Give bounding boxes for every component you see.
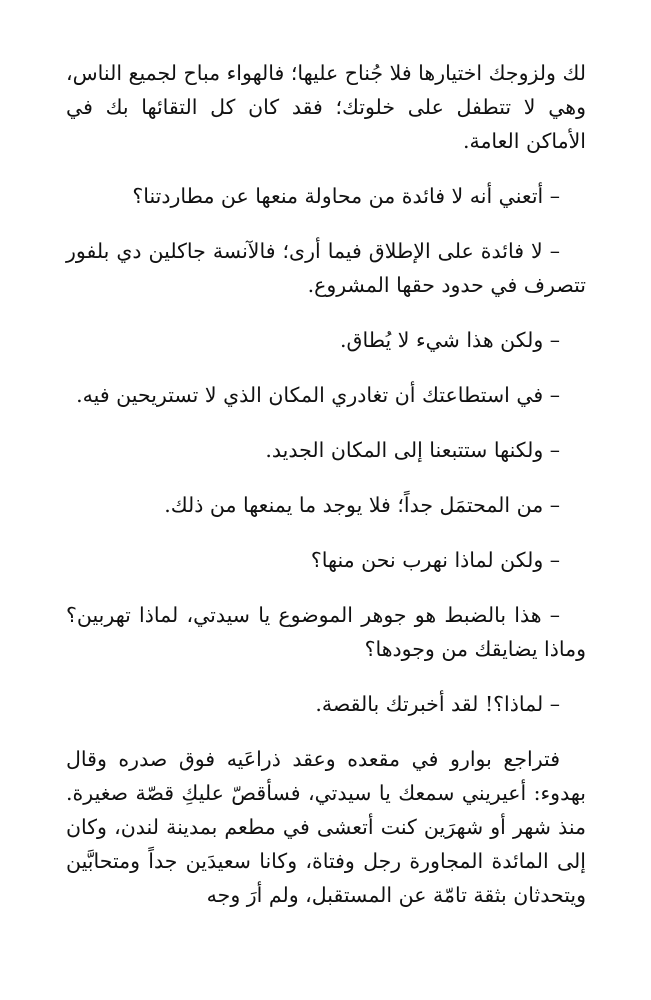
dialogue-line-7: – ولكن لماذا نهرب نحن منها؟ [310,548,560,572]
dialogue-line-2: – لا فائدة على الإطلاق فيما أرى؛ فالآنسة جاكلين دي بلفور تتصرف في حدود حقها المشروع. [66,239,586,297]
dialogue-line-9: – لماذا؟! لقد أخبرتك بالقصة. [315,692,560,716]
dialogue-line-8: – هذا بالضبط هو جوهر الموضوع يا سيدتي، لماذا تهربين؟ وماذا يضايقك من وجودها؟ [66,603,586,661]
dialogue-line-1: – أتعني أنه لا فائدة من محاولة منعها عن مطاردتنا؟ [132,184,560,208]
book-page [66,56,586,933]
dialogue-line-3: – ولكن هذا شيء لا يُطاق. [340,328,560,352]
paragraph-final: فتراجع بوارو في مقعده وعقد ذراعَيه فوق صدره وقال بهدوء: أعيريني سمعك يا سيدتي، فسأقصّ عليكِ قصّة صغيرة. منذ شهر أو شهرَين كنت أتعشى في مطعم بمدينة لندن، وكان إلى المائدة المجاورة رجل وفتاة، وكانا سعيدَين جداً ومتحابَّين ويتحدثان بثقة تامّة عن المستقبل، ولم أرَ وجه [66,747,586,907]
paragraph-1: لك ولزوجك اختيارها فلا جُناح عليها؛ فالهواء مباح لجميع الناس، وهي لا تتطفل على خلوتك؛ فقد كان كل التقائها بك في الأماكن العامة. [66,61,586,153]
dialogue-line-4: – في استطاعتك أن تغادري المكان الذي لا تستريحين فيه. [76,383,560,407]
dialogue-line-5: – ولكنها ستتبعنا إلى المكان الجديد. [265,438,560,462]
dialogue-line-6: – من المحتمَل جداً؛ فلا يوجد ما يمنعها من ذلك. [164,493,560,517]
